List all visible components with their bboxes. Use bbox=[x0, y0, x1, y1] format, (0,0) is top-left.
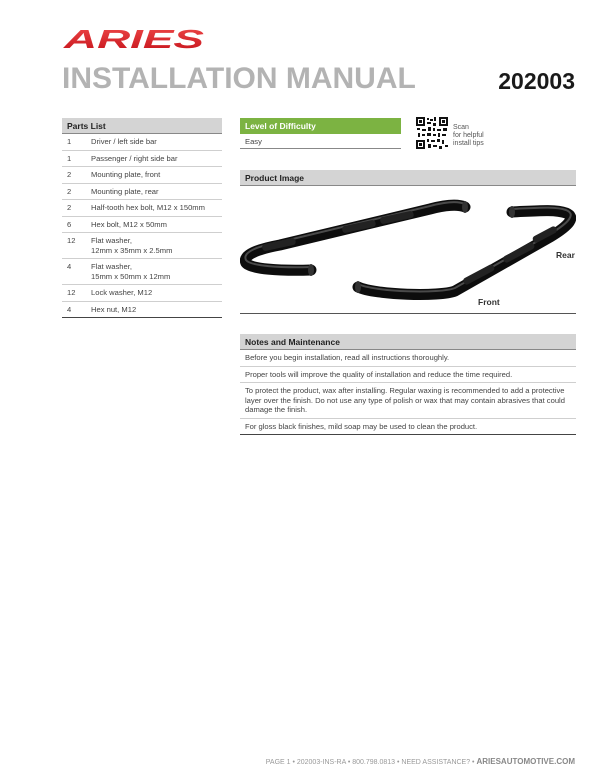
note-item: Proper tools will improve the quality of installation and reduce the time required. bbox=[240, 367, 576, 384]
part-qty: 2 bbox=[62, 200, 89, 217]
divider bbox=[240, 313, 576, 314]
page-footer bbox=[266, 757, 575, 766]
part-qty: 6 bbox=[62, 216, 89, 233]
part-number: 202003 bbox=[498, 68, 575, 94]
part-description: Hex nut, M12 bbox=[89, 301, 222, 318]
parts-row bbox=[62, 216, 222, 233]
part-description: Flat washer, 12mm x 35mm x 2.5mm bbox=[89, 233, 222, 259]
parts-row bbox=[62, 301, 222, 318]
part-qty: 12 bbox=[62, 233, 89, 259]
parts-list-heading: Parts List bbox=[62, 118, 222, 134]
qr-caption: Scan for helpful install tips bbox=[453, 124, 484, 147]
difficulty-value: Easy bbox=[245, 137, 262, 146]
page-title: INSTALLATION MANUAL bbox=[62, 62, 416, 95]
parts-row bbox=[62, 233, 222, 259]
part-description: Flat washer, 15mm x 50mm x 12mm bbox=[89, 259, 222, 285]
notes-list bbox=[240, 350, 576, 435]
part-qty: 1 bbox=[62, 150, 89, 167]
difficulty-heading: Level of Difficulty bbox=[240, 118, 401, 134]
part-description: Hex bolt, M12 x 50mm bbox=[89, 216, 222, 233]
part-qty: 12 bbox=[62, 285, 89, 302]
footer-text: PAGE 1 • 202003-INS-RA • 800.798.0813 • NEED ASSISTANCE? • bbox=[265, 759, 475, 766]
divider bbox=[240, 148, 401, 149]
part-description: Driver / left side bar bbox=[89, 134, 222, 150]
parts-row bbox=[62, 200, 222, 217]
part-description: Mounting plate, front bbox=[89, 167, 222, 184]
qr-code-icon[interactable] bbox=[416, 117, 448, 149]
product-image-heading: Product Image bbox=[240, 170, 576, 186]
part-description: Lock washer, M12 bbox=[89, 285, 222, 302]
parts-row bbox=[62, 167, 222, 184]
parts-table bbox=[62, 134, 222, 318]
part-qty: 2 bbox=[62, 167, 89, 184]
part-description: Half-tooth hex bolt, M12 x 150mm bbox=[89, 200, 222, 217]
part-qty: 4 bbox=[62, 301, 89, 318]
label-rear: Rear bbox=[556, 250, 575, 260]
parts-row bbox=[62, 134, 222, 150]
parts-row bbox=[62, 183, 222, 200]
parts-row bbox=[62, 259, 222, 285]
parts-row bbox=[62, 285, 222, 302]
note-item: To protect the product, wax after installing. Regular waxing is recommended to add a protective layer over the finish. Do not use any type of polish or wax that may contain abrasives that could damage the finish. bbox=[240, 383, 576, 419]
part-qty: 4 bbox=[62, 259, 89, 285]
side-bars-image bbox=[240, 185, 576, 313]
note-item: Before you begin installation, read all instructions thoroughly. bbox=[240, 350, 576, 367]
brand-text: ARIES bbox=[62, 26, 206, 52]
part-description: Mounting plate, rear bbox=[89, 183, 222, 200]
part-description: Passenger / right side bar bbox=[89, 150, 222, 167]
part-qty: 1 bbox=[62, 134, 89, 150]
label-front: Front bbox=[478, 297, 500, 307]
notes-heading: Notes and Maintenance bbox=[240, 334, 576, 350]
aries-logo bbox=[62, 26, 212, 52]
parts-row bbox=[62, 150, 222, 167]
part-qty: 2 bbox=[62, 183, 89, 200]
note-item: For gloss black finishes, mild soap may be used to clean the product. bbox=[240, 419, 576, 436]
website-link[interactable]: ARIESAUTOMOTIVE.COM bbox=[476, 757, 575, 766]
